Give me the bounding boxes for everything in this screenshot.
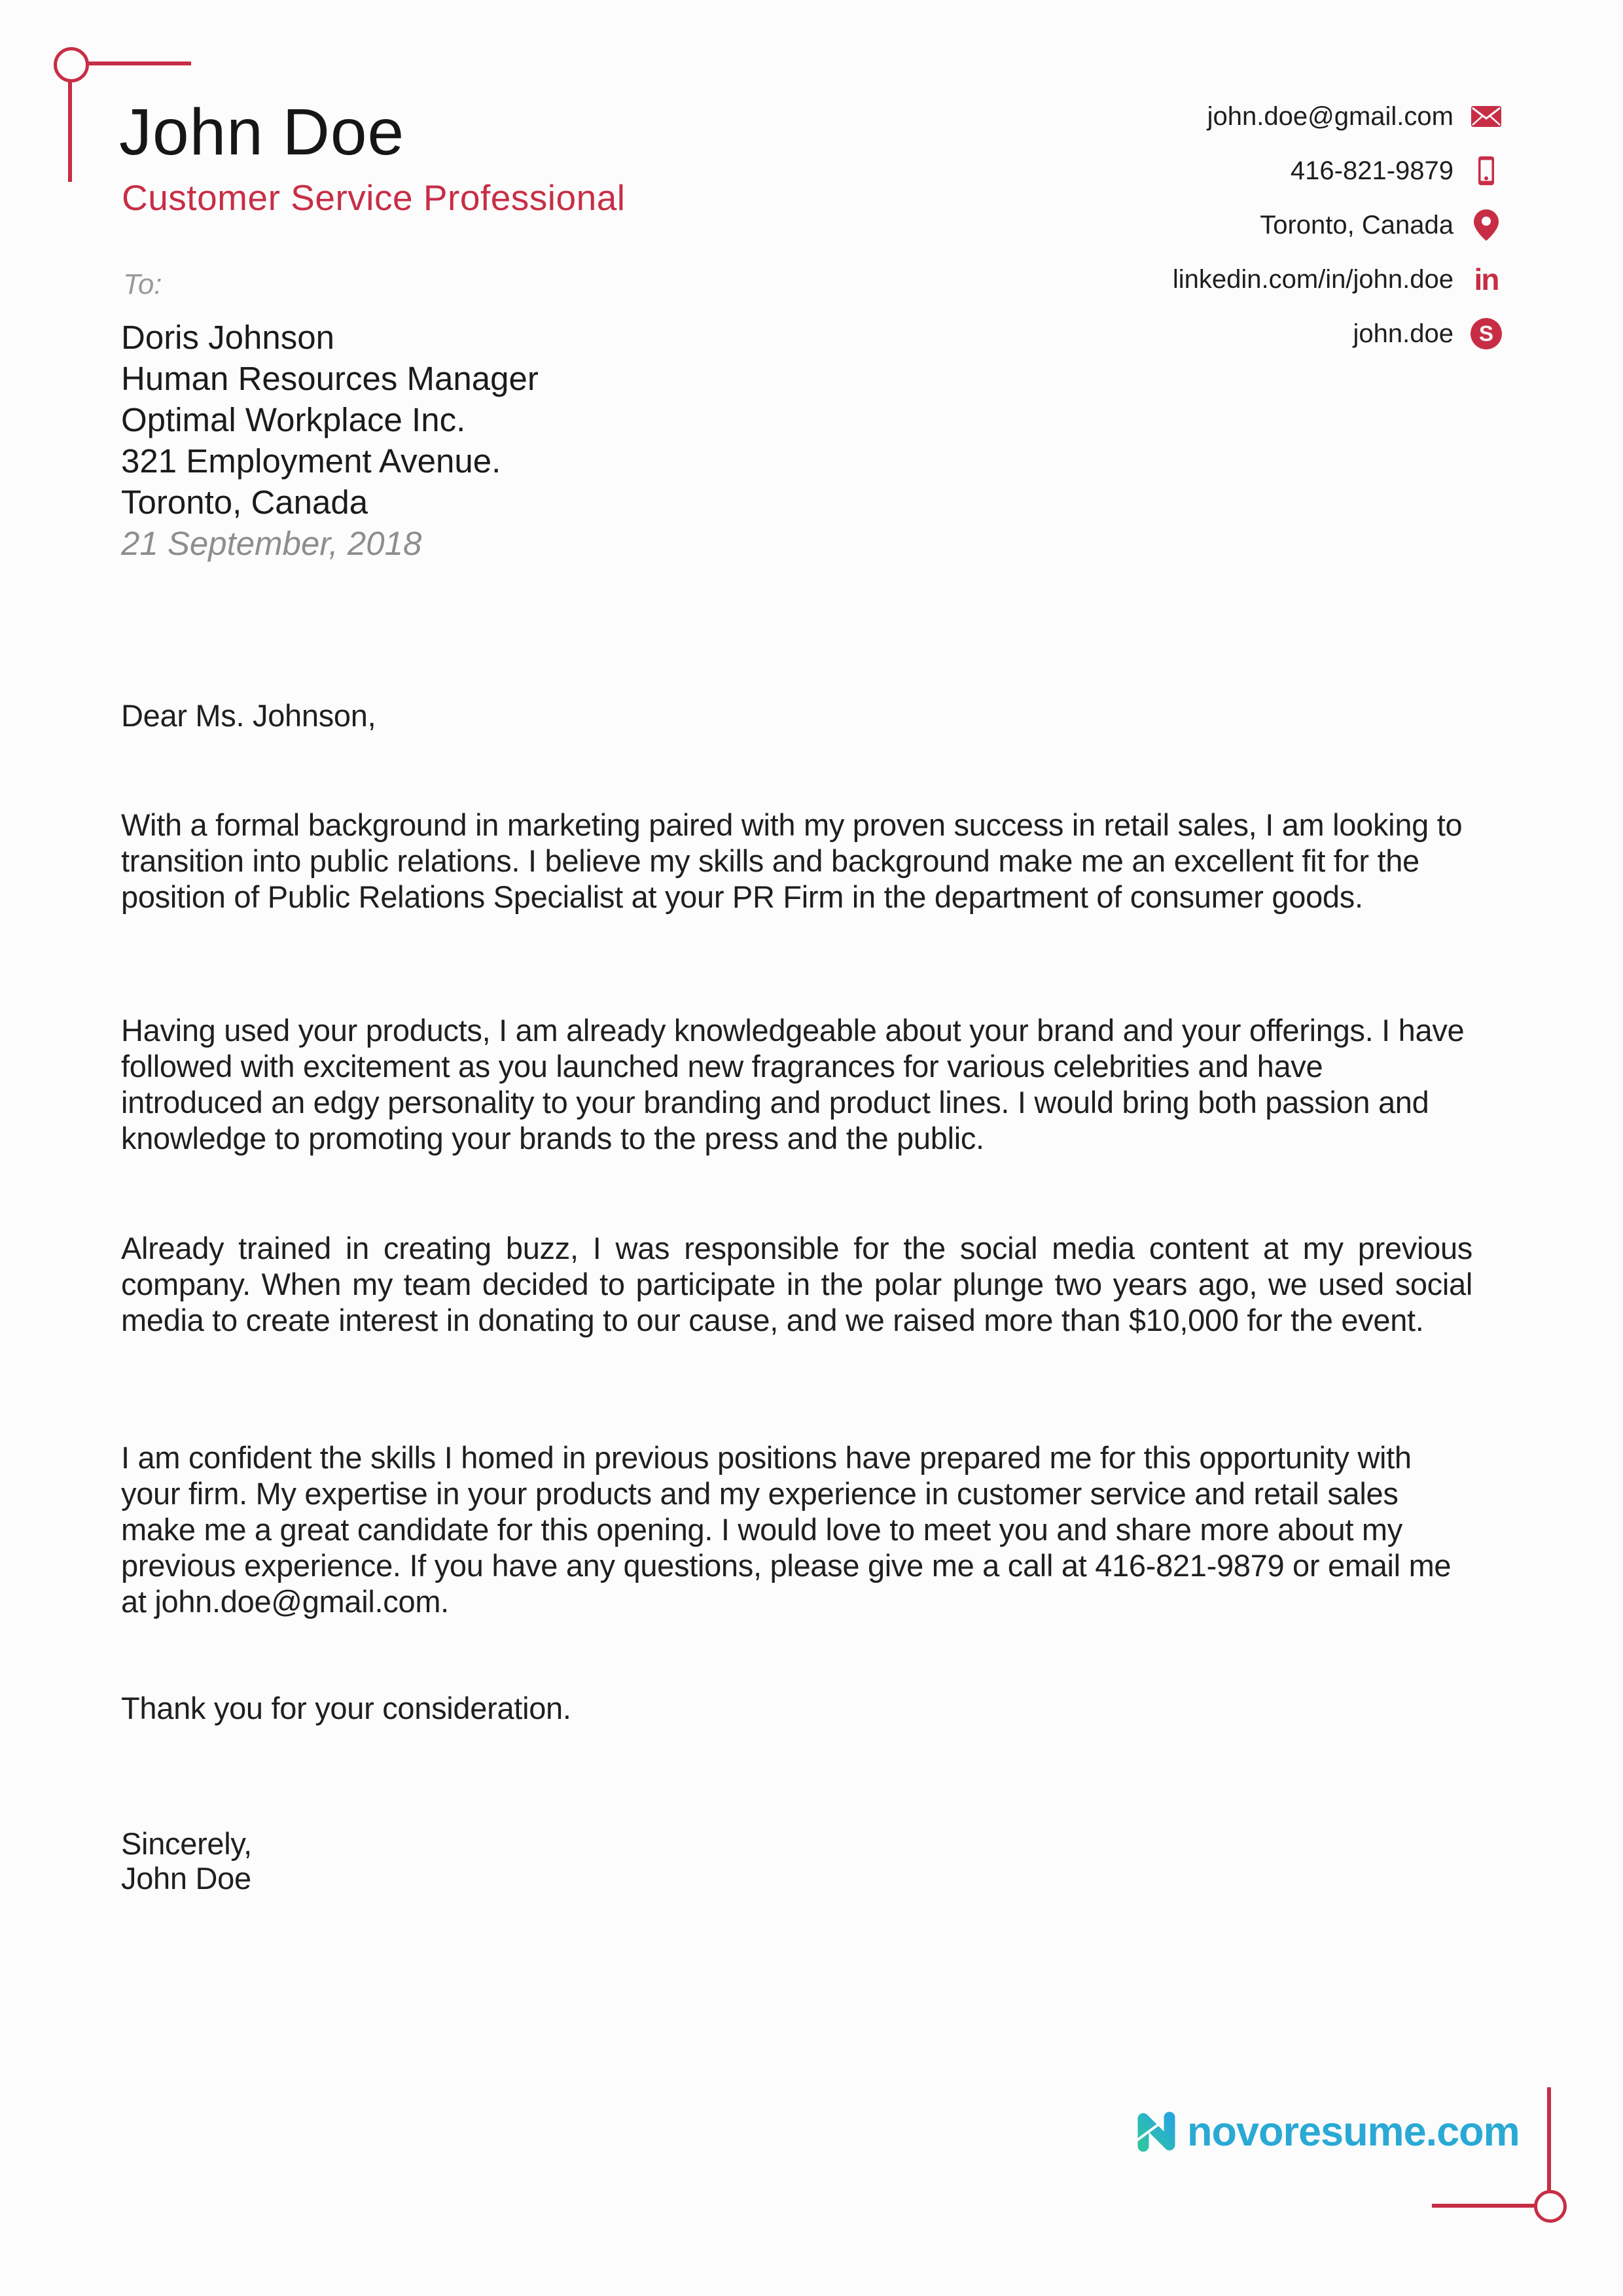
recipient-role: Human Resources Manager: [121, 360, 539, 397]
contact-row-phone: [1291, 155, 1502, 186]
skype-icon: S: [1471, 318, 1502, 349]
linkedin-text: linkedin.com/in/john.doe: [1172, 264, 1454, 294]
person-name: John Doe: [119, 96, 405, 169]
paragraph: Already trained in creating buzz, I was responsible for the social media content at my previous company. When my team decided to participate in the polar plunge two years ago, we used social media to create interest in donating to our cause, and we raised more than $10,000 for the event.: [121, 1231, 1472, 1337]
corner-vertical-line-bottom: [1547, 2087, 1551, 2191]
phone-icon: [1471, 155, 1502, 186]
novoresume-n-icon: [1136, 2110, 1177, 2153]
signoff-block: [121, 1826, 1472, 1896]
paragraph: With a formal background in marketing paired with my proven success in retail sales, I am looking to transition into public relations. I believe my skills and background make me an excellent fit for the position of Public Relations Specialist at your PR Firm in the department of consumer goods.: [121, 807, 1463, 914]
person-job-title: Customer Service Professional: [122, 177, 626, 218]
salutation: Dear Ms. Johnson,: [121, 698, 376, 733]
recipient-block: [121, 317, 539, 564]
novoresume-logo: [1136, 2108, 1520, 2155]
paragraph: Having used your products, I am already knowledgeable about your brand and your offerings. I have followed with excitement as you launched new fragrances for various celebrities and have introduced an edgy personality to your branding and product lines. I would bring both passion and knowledge to promoting your brands to the press and the public.: [121, 1013, 1465, 1156]
signoff-word: Sincerely,: [121, 1826, 252, 1861]
corner-vertical-line-top: [68, 81, 72, 182]
skype-text: john.doe: [1353, 319, 1454, 348]
corner-horizontal-line-bottom: [1432, 2204, 1535, 2208]
corner-circle-decoration-bottom: [1534, 2190, 1567, 2223]
recipient-city: Toronto, Canada: [121, 484, 368, 521]
contact-row-skype: [1353, 318, 1502, 349]
closing-line: Thank you for your consideration.: [121, 1691, 571, 1725]
email-text: john.doe@gmail.com: [1207, 101, 1454, 131]
recipient-address: 321 Employment Avenue.: [121, 442, 501, 480]
corner-circle-decoration-top: [54, 47, 89, 82]
location-text: Toronto, Canada: [1260, 210, 1454, 239]
contact-row-linkedin: [1173, 264, 1502, 295]
novoresume-logo-text: novoresume.com: [1187, 2109, 1520, 2155]
to-label: To:: [123, 268, 162, 300]
contact-row-email: [1207, 101, 1502, 132]
recipient-company: Optimal Workplace Inc.: [121, 401, 466, 438]
linkedin-icon: in: [1474, 262, 1499, 296]
location-icon: [1471, 209, 1502, 241]
recipient-name: Doris Johnson: [121, 319, 334, 356]
phone-text: 416-821-9879: [1290, 156, 1454, 185]
signature-name: John Doe: [121, 1861, 251, 1896]
paragraph: I am confident the skills I homed in previous positions have prepared me for this opportunity with your firm. My expertise in your products and my experience in customer service and retail sales make me a great candidate for this opening. I would love to meet you and share more about my previous experience. If you have any questions, please give me a call at 416-821-9879 or email me at john.doe@gmail.com.: [121, 1440, 1452, 1619]
letter-date: 21 September, 2018: [121, 525, 422, 562]
contact-block: [1173, 101, 1502, 349]
corner-horizontal-line-top: [88, 62, 191, 65]
contact-row-location: [1260, 209, 1502, 241]
email-icon: [1471, 101, 1502, 132]
